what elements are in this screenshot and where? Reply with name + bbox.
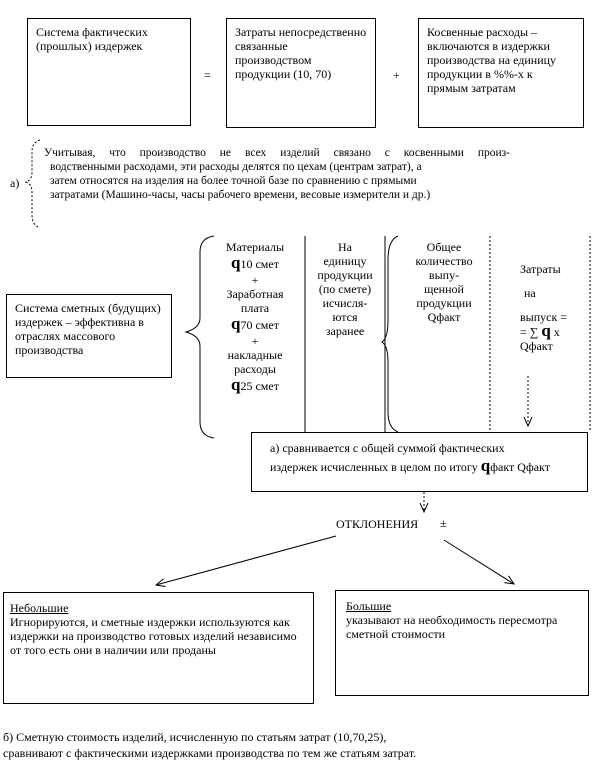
section-a-text	[44, 146, 510, 202]
indirect-costs-text: Косвенные расходы – включаются в издержки производства на единицу продукции в %%-х к прямым затратам	[427, 25, 557, 95]
budget-costs-box	[6, 294, 172, 378]
compare-l2b: факт Qфакт	[490, 460, 550, 474]
costs-output-l6: Qфакт	[520, 339, 553, 353]
compare-l2-row	[262, 456, 577, 475]
total-output-l6: Qфакт	[427, 310, 461, 324]
large-deviations-title: Большие	[346, 599, 392, 613]
costs-output-formula	[520, 321, 590, 340]
materials-sub-2: 70 смет	[240, 318, 279, 332]
arrow-to-small	[156, 536, 336, 585]
q-symbol-4: q	[541, 321, 551, 340]
per-unit-column	[307, 240, 383, 338]
direct-costs-box	[226, 18, 376, 128]
per-unit-l7: заранее	[325, 324, 365, 338]
per-unit-l6: ются	[332, 310, 358, 324]
materials-q-row	[210, 253, 300, 272]
costs-output-l1: Затраты	[520, 262, 561, 276]
total-output-l2: количество	[415, 254, 473, 268]
costs-output-l5: х	[553, 325, 560, 339]
costs-output-column	[520, 262, 590, 353]
costs-output-l3: выпуск =	[520, 310, 568, 324]
q-symbol-5: q	[480, 456, 491, 475]
total-output-l5: продукции	[416, 296, 472, 310]
plus-sign: +	[393, 68, 400, 82]
per-unit-l2: единицу	[323, 254, 367, 268]
per-unit-l3: продукции	[317, 268, 373, 282]
compare-box	[251, 432, 588, 492]
total-output-l3: выпу-	[428, 268, 460, 282]
q-symbol-3: q	[231, 375, 241, 394]
section-a-line-4: затратами (Машино-часы, часы рабочего времени, весовые измерители и др.)	[50, 189, 431, 201]
large-deviations-box	[335, 590, 589, 696]
section-b-line-2: сравнивают с фактическими издержками производства по тем же статьям затрат.	[3, 746, 417, 760]
section-a-line-3: затем относятся на изделия на более точной базе по сравнению с прямыми	[50, 175, 417, 187]
costs-output-l2: на	[524, 286, 536, 300]
large-deviations-text: указывают на необходимость пересмотра сметной стоимости	[346, 613, 558, 641]
per-unit-l1: На	[338, 240, 352, 254]
compare-l2a: издержек исчисленных в целом по итогу	[270, 460, 478, 474]
deviations-sign: ±	[440, 516, 447, 530]
costs-output-l4: = ∑	[520, 325, 539, 339]
small-deviations-box	[3, 592, 314, 704]
total-output-l1: Общее	[426, 240, 462, 254]
budget-costs-text: Система сметных (будущих) издержек – эффективна в отраслях массового производства	[15, 301, 161, 357]
total-output-l4: щенной	[424, 282, 464, 296]
q-symbol-1: q	[231, 253, 241, 272]
section-a-label: а)	[10, 176, 20, 190]
section-a-line-2: водственными расходами, эти расходы делятся по цехам (центрам затрат), а	[50, 161, 422, 173]
materials-column	[210, 240, 300, 395]
indirect-costs-box	[418, 18, 584, 128]
small-deviations-title: Небольшие	[10, 601, 69, 615]
materials-sub-3: 25 смет	[240, 379, 279, 393]
wages-q-row	[210, 314, 300, 333]
overhead-label-1: накладные	[227, 348, 283, 362]
actual-costs-text: Система фактических (прошлых) издержек	[36, 25, 148, 53]
actual-costs-box	[27, 18, 191, 126]
section-b-text	[3, 730, 603, 760]
wages-label-2: плата	[240, 301, 270, 315]
overhead-label-2: расходы	[234, 362, 276, 376]
total-output-column	[402, 240, 486, 324]
wages-label-1: Заработная	[226, 287, 284, 301]
section-a-brace	[26, 140, 40, 228]
deviations-label: ОТКЛОНЕНИЯ	[336, 517, 419, 531]
materials-label: Материалы	[225, 240, 285, 254]
direct-costs-text: Затраты непосредственно связанные производством продукции (10, 70)	[235, 25, 367, 81]
q-symbol-2: q	[231, 314, 241, 333]
small-deviations-text: Игнорируются, и сметные издержки используются как издержки на производство готовых изделий независимо от того есть они в наличии или проданы	[10, 615, 297, 657]
materials-plus-2: +	[251, 334, 259, 348]
per-unit-l4: (по смете)	[318, 282, 372, 296]
section-b-line-1: б) Сметную стоимость изделий, исчисленную по статьям затрат (10,70,25),	[3, 730, 387, 744]
materials-plus-1: +	[251, 273, 259, 287]
section-a-line-1: Учитывая, что производство не всех изделий связано с косвенными произ-	[44, 147, 510, 159]
compare-l1: а) сравнивается с общей суммой фактических	[270, 441, 505, 455]
equals-sign: =	[204, 68, 211, 82]
total-brace	[382, 236, 398, 432]
per-unit-l5: исчисля-	[322, 296, 368, 310]
overhead-q-row	[210, 375, 300, 394]
materials-sub-1: 10 смет	[240, 257, 279, 271]
arrow-to-large	[444, 540, 514, 584]
